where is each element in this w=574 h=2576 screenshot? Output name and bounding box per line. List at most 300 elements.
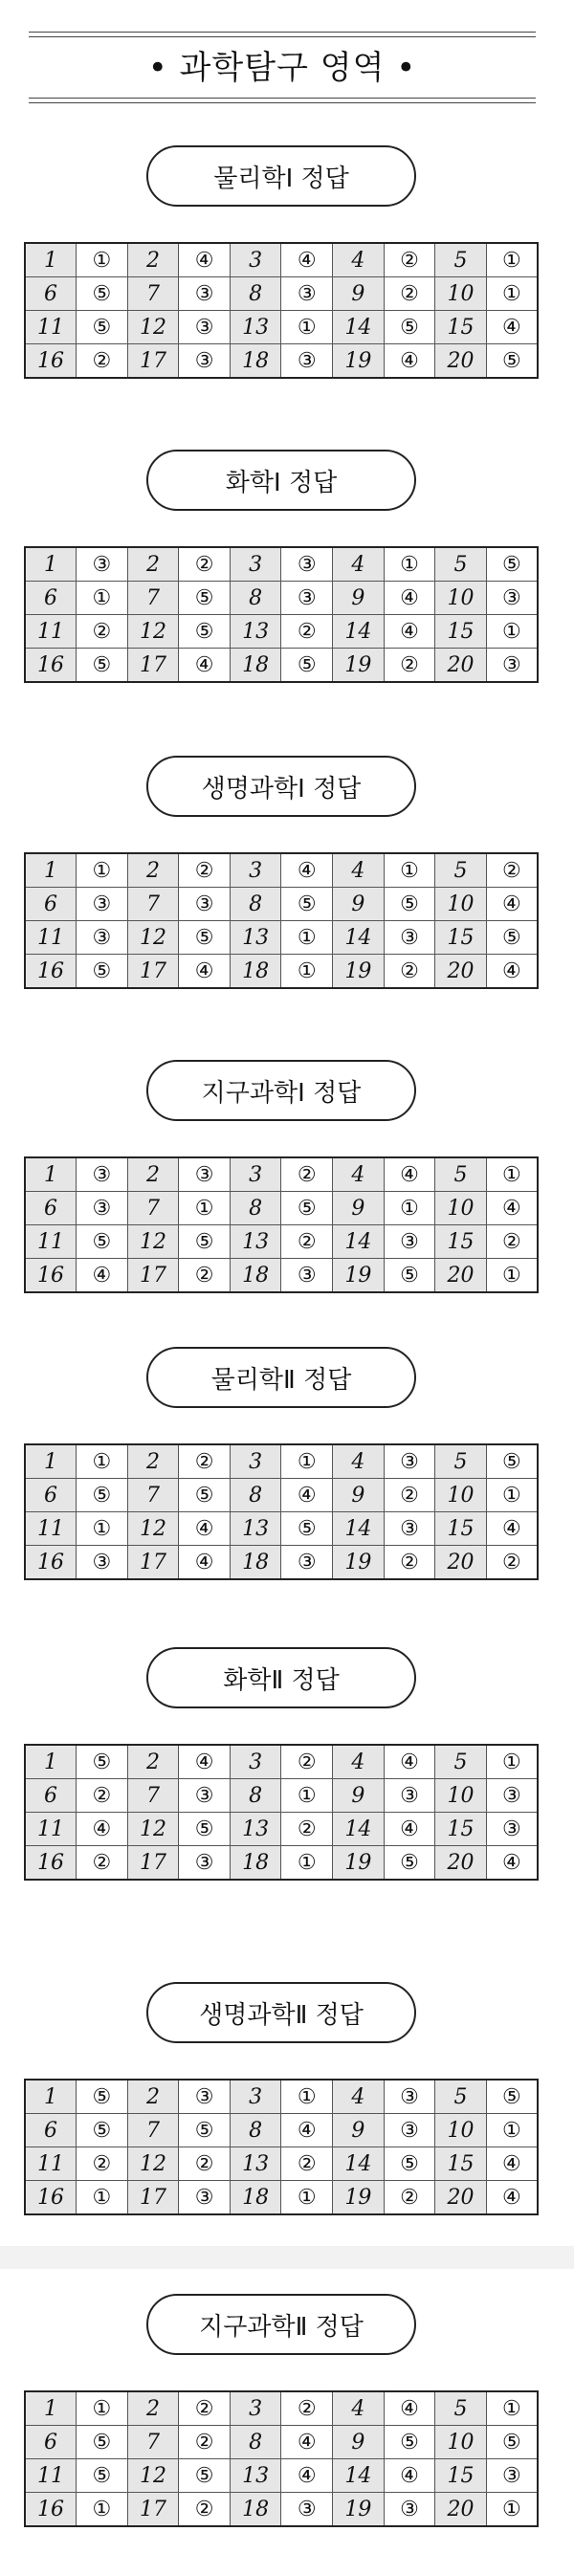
answer-choice: ④: [384, 1813, 435, 1846]
question-number: 14: [333, 311, 385, 344]
question-number: 9: [333, 2114, 385, 2147]
question-number: 12: [127, 1225, 179, 1259]
answer-choice: ⑤: [77, 1745, 128, 1779]
answer-choice: ④: [486, 955, 538, 989]
question-number: 12: [127, 2459, 179, 2493]
answer-table: [24, 2079, 539, 2215]
answer-choice: ②: [384, 649, 435, 683]
question-number: 6: [25, 1192, 77, 1225]
question-number: 5: [435, 1444, 487, 1479]
question-number: 14: [333, 2147, 385, 2181]
answer-choice: ①: [486, 1479, 538, 1512]
question-number: 3: [230, 1745, 281, 1779]
answer-choice: ③: [384, 1512, 435, 1546]
question-number: 9: [333, 1779, 385, 1813]
question-number: 19: [333, 2181, 385, 2215]
question-number: 14: [333, 1225, 385, 1259]
question-number: 18: [230, 2181, 281, 2215]
answer-choice: ①: [486, 2391, 538, 2426]
table-row: [25, 1512, 538, 1546]
answer-choice: ②: [281, 615, 333, 649]
answer-choice: ①: [77, 243, 128, 277]
answer-choice: ②: [179, 547, 231, 582]
question-number: 9: [333, 1192, 385, 1225]
answer-choice: ⑤: [77, 2114, 128, 2147]
question-number: 18: [230, 344, 281, 379]
page-header: [29, 32, 536, 103]
question-number: 5: [435, 853, 487, 888]
answer-choice: ②: [384, 955, 435, 989]
answer-choice: ③: [486, 649, 538, 683]
answer-section: [24, 1347, 539, 1580]
question-number: 2: [127, 243, 179, 277]
answer-choice: ②: [77, 344, 128, 379]
question-number: 13: [230, 1512, 281, 1546]
question-number: 14: [333, 2459, 385, 2493]
question-number: 18: [230, 1846, 281, 1881]
question-number: 1: [25, 2080, 77, 2114]
question-number: 2: [127, 2391, 179, 2426]
answer-choice: ③: [281, 2493, 333, 2527]
question-number: 19: [333, 2493, 385, 2527]
answer-choice: ⑤: [281, 649, 333, 683]
question-number: 7: [127, 2426, 179, 2459]
answer-choice: ④: [179, 1745, 231, 1779]
answer-choice: ①: [77, 2181, 128, 2215]
question-number: 13: [230, 1813, 281, 1846]
answer-choice: ③: [384, 2493, 435, 2527]
answer-choice: ⑤: [179, 582, 231, 615]
answer-choice: ①: [281, 921, 333, 955]
answer-choice: ④: [281, 853, 333, 888]
question-number: 3: [230, 1444, 281, 1479]
answer-choice: ③: [179, 2181, 231, 2215]
answer-choice: ①: [486, 243, 538, 277]
question-number: 8: [230, 1779, 281, 1813]
question-number: 10: [435, 2114, 487, 2147]
question-number: 19: [333, 344, 385, 379]
question-number: 4: [333, 1444, 385, 1479]
question-number: 12: [127, 1512, 179, 1546]
question-number: 10: [435, 2426, 487, 2459]
answer-choice: ②: [179, 2426, 231, 2459]
answer-section: [24, 2294, 539, 2527]
question-number: 9: [333, 2426, 385, 2459]
table-row: [25, 955, 538, 989]
answer-choice: ⑤: [179, 2114, 231, 2147]
answer-choice: ④: [281, 2459, 333, 2493]
answer-choice: ⑤: [384, 2147, 435, 2181]
answer-choice: ②: [281, 1157, 333, 1192]
answer-choice: ③: [77, 1546, 128, 1580]
question-number: 17: [127, 1546, 179, 1580]
answer-choice: ⑤: [384, 311, 435, 344]
question-number: 6: [25, 1479, 77, 1512]
answer-choice: ①: [179, 1192, 231, 1225]
answer-choice: ④: [179, 1512, 231, 1546]
section-divider-band: [0, 2246, 574, 2269]
question-number: 1: [25, 243, 77, 277]
answer-choice: ②: [77, 2147, 128, 2181]
question-number: 6: [25, 582, 77, 615]
answer-choice: ⑤: [77, 311, 128, 344]
answer-choice: ③: [179, 2080, 231, 2114]
table-row: [25, 1846, 538, 1881]
section-title: 지구과학Ⅱ 정답: [146, 2294, 416, 2355]
answer-choice: ②: [384, 2181, 435, 2215]
table-row: [25, 547, 538, 582]
answer-choice: ②: [179, 1259, 231, 1293]
answer-table: [24, 1156, 539, 1293]
answer-choice: ⑤: [281, 1512, 333, 1546]
answer-choice: ④: [384, 2391, 435, 2426]
question-number: 14: [333, 921, 385, 955]
answer-choice: ④: [281, 243, 333, 277]
answer-choice: ⑤: [77, 1225, 128, 1259]
answer-choice: ③: [179, 1846, 231, 1881]
question-number: 7: [127, 1192, 179, 1225]
question-number: 20: [435, 2493, 487, 2527]
question-number: 5: [435, 243, 487, 277]
question-number: 15: [435, 615, 487, 649]
answer-choice: ①: [384, 1192, 435, 1225]
question-number: 10: [435, 1192, 487, 1225]
table-row: [25, 582, 538, 615]
answer-choice: ③: [179, 344, 231, 379]
answer-choice: ①: [77, 2391, 128, 2426]
question-number: 4: [333, 547, 385, 582]
table-row: [25, 2080, 538, 2114]
question-number: 8: [230, 1479, 281, 1512]
question-number: 1: [25, 1745, 77, 1779]
question-number: 2: [127, 2080, 179, 2114]
answer-choice: ④: [179, 955, 231, 989]
question-number: 4: [333, 243, 385, 277]
question-number: 5: [435, 2080, 487, 2114]
question-number: 10: [435, 1479, 487, 1512]
table-row: [25, 2391, 538, 2426]
table-row: [25, 1479, 538, 1512]
answer-choice: ③: [179, 1157, 231, 1192]
answer-choice: ⑤: [179, 1479, 231, 1512]
question-number: 4: [333, 1157, 385, 1192]
question-number: 10: [435, 888, 487, 921]
answer-choice: ②: [77, 1846, 128, 1881]
answer-choice: ④: [486, 2181, 538, 2215]
question-number: 18: [230, 955, 281, 989]
answer-choice: ③: [281, 277, 333, 311]
question-number: 1: [25, 853, 77, 888]
answer-choice: ③: [179, 277, 231, 311]
answer-choice: ⑤: [77, 2426, 128, 2459]
answer-choice: ③: [281, 1259, 333, 1293]
question-number: 5: [435, 1745, 487, 1779]
answer-choice: ⑤: [179, 1813, 231, 1846]
question-number: 12: [127, 921, 179, 955]
question-number: 20: [435, 955, 487, 989]
question-number: 6: [25, 888, 77, 921]
question-number: 8: [230, 2426, 281, 2459]
question-number: 8: [230, 1192, 281, 1225]
question-number: 10: [435, 1779, 487, 1813]
question-number: 20: [435, 649, 487, 683]
answer-choice: ⑤: [77, 277, 128, 311]
question-number: 12: [127, 311, 179, 344]
question-number: 5: [435, 1157, 487, 1192]
answer-choice: ③: [384, 921, 435, 955]
answer-choice: ⑤: [486, 344, 538, 379]
answer-choice: ①: [77, 853, 128, 888]
question-number: 10: [435, 582, 487, 615]
question-number: 20: [435, 344, 487, 379]
answer-choice: ②: [77, 1779, 128, 1813]
question-number: 9: [333, 888, 385, 921]
question-number: 17: [127, 955, 179, 989]
question-number: 1: [25, 2391, 77, 2426]
question-number: 16: [25, 344, 77, 379]
question-number: 20: [435, 1846, 487, 1881]
question-number: 16: [25, 2181, 77, 2215]
question-number: 15: [435, 1225, 487, 1259]
answer-choice: ④: [486, 1846, 538, 1881]
answer-section: [24, 1982, 539, 2215]
question-number: 16: [25, 1546, 77, 1580]
answer-choice: ③: [384, 2080, 435, 2114]
question-number: 6: [25, 2426, 77, 2459]
question-number: 1: [25, 547, 77, 582]
table-row: [25, 649, 538, 683]
header-bottom-rule: [29, 102, 536, 103]
question-number: 17: [127, 1846, 179, 1881]
question-number: 3: [230, 1157, 281, 1192]
answer-choice: ③: [384, 1225, 435, 1259]
question-number: 13: [230, 615, 281, 649]
answer-section: [24, 756, 539, 989]
question-number: 13: [230, 311, 281, 344]
section-title: 생명과학Ⅰ 정답: [146, 756, 416, 817]
answer-section: [24, 145, 539, 379]
question-number: 2: [127, 1745, 179, 1779]
answer-choice: ②: [384, 277, 435, 311]
answer-choice: ③: [281, 1546, 333, 1580]
answer-choice: ④: [486, 2147, 538, 2181]
answer-choice: ①: [281, 2080, 333, 2114]
answer-choice: ⑤: [281, 888, 333, 921]
table-row: [25, 2459, 538, 2493]
question-number: 11: [25, 311, 77, 344]
question-number: 13: [230, 2459, 281, 2493]
answer-choice: ①: [77, 1444, 128, 1479]
answer-choice: ②: [179, 2493, 231, 2527]
question-number: 14: [333, 1512, 385, 1546]
question-number: 19: [333, 1259, 385, 1293]
section-title: 생명과학Ⅱ 정답: [146, 1982, 416, 2043]
table-row: [25, 888, 538, 921]
question-number: 8: [230, 888, 281, 921]
table-row: [25, 243, 538, 277]
question-number: 14: [333, 1813, 385, 1846]
table-row: [25, 1157, 538, 1192]
table-row: [25, 1192, 538, 1225]
question-number: 7: [127, 1779, 179, 1813]
question-number: 2: [127, 853, 179, 888]
answer-choice: ③: [77, 1157, 128, 1192]
answer-choice: ②: [281, 2391, 333, 2426]
question-number: 4: [333, 2391, 385, 2426]
answer-choice: ④: [179, 1546, 231, 1580]
answer-choice: ①: [384, 853, 435, 888]
question-number: 15: [435, 2459, 487, 2493]
question-number: 11: [25, 2459, 77, 2493]
answer-choice: ④: [179, 649, 231, 683]
question-number: 12: [127, 615, 179, 649]
answer-choice: ③: [486, 1779, 538, 1813]
answer-choice: ①: [486, 2114, 538, 2147]
answer-choice: ⑤: [77, 2080, 128, 2114]
answer-choice: ③: [77, 888, 128, 921]
answer-choice: ②: [384, 1546, 435, 1580]
answer-choice: ⑤: [77, 955, 128, 989]
question-number: 20: [435, 1259, 487, 1293]
question-number: 11: [25, 1225, 77, 1259]
question-number: 7: [127, 2114, 179, 2147]
answer-choice: ③: [384, 1444, 435, 1479]
answer-choice: ②: [179, 1444, 231, 1479]
table-row: [25, 1779, 538, 1813]
question-number: 15: [435, 1813, 487, 1846]
answer-choice: ③: [77, 1192, 128, 1225]
answer-choice: ⑤: [486, 2426, 538, 2459]
question-number: 11: [25, 1813, 77, 1846]
answer-choice: ③: [281, 547, 333, 582]
answer-choice: ③: [77, 921, 128, 955]
answer-choice: ①: [281, 1846, 333, 1881]
answer-choice: ④: [384, 1745, 435, 1779]
question-number: 3: [230, 2391, 281, 2426]
answer-choice: ②: [384, 243, 435, 277]
answer-choice: ②: [179, 2147, 231, 2181]
question-number: 14: [333, 615, 385, 649]
question-number: 19: [333, 649, 385, 683]
answer-choice: ⑤: [486, 2080, 538, 2114]
page-title: • 과학탐구 영역 •: [147, 49, 417, 87]
question-number: 8: [230, 582, 281, 615]
answer-choice: ⑤: [486, 547, 538, 582]
answer-choice: ③: [281, 344, 333, 379]
answer-choice: ⑤: [384, 1846, 435, 1881]
question-number: 12: [127, 1813, 179, 1846]
question-number: 15: [435, 1512, 487, 1546]
answer-choice: ①: [281, 311, 333, 344]
answer-choice: ②: [281, 1813, 333, 1846]
answer-choice: ④: [384, 582, 435, 615]
question-number: 13: [230, 2147, 281, 2181]
answer-choice: ⑤: [384, 2426, 435, 2459]
table-row: [25, 2114, 538, 2147]
answer-table: [24, 1443, 539, 1580]
answer-choice: ④: [281, 1479, 333, 1512]
answer-choice: ③: [179, 1779, 231, 1813]
table-row: [25, 2426, 538, 2459]
question-number: 16: [25, 1259, 77, 1293]
answer-table: [24, 242, 539, 379]
question-number: 16: [25, 649, 77, 683]
question-number: 3: [230, 853, 281, 888]
question-number: 17: [127, 2493, 179, 2527]
question-number: 11: [25, 615, 77, 649]
table-row: [25, 615, 538, 649]
question-number: 4: [333, 2080, 385, 2114]
table-row: [25, 1259, 538, 1293]
table-row: [25, 1813, 538, 1846]
table-row: [25, 1225, 538, 1259]
answer-choice: ②: [179, 2391, 231, 2426]
question-number: 3: [230, 243, 281, 277]
answer-choice: ⑤: [486, 1444, 538, 1479]
question-number: 2: [127, 1157, 179, 1192]
answer-choice: ①: [281, 2181, 333, 2215]
question-number: 19: [333, 1546, 385, 1580]
question-number: 3: [230, 547, 281, 582]
question-number: 9: [333, 277, 385, 311]
question-number: 20: [435, 1546, 487, 1580]
question-number: 8: [230, 277, 281, 311]
question-number: 17: [127, 344, 179, 379]
answer-choice: ③: [384, 2114, 435, 2147]
table-row: [25, 853, 538, 888]
answer-choice: ①: [281, 1444, 333, 1479]
question-number: 1: [25, 1444, 77, 1479]
answer-choice: ②: [486, 853, 538, 888]
question-number: 16: [25, 955, 77, 989]
question-number: 7: [127, 582, 179, 615]
answer-choice: ③: [486, 1813, 538, 1846]
answer-choice: ④: [486, 311, 538, 344]
answer-choice: ②: [281, 1225, 333, 1259]
table-row: [25, 277, 538, 311]
answer-choice: ①: [384, 547, 435, 582]
answer-choice: ④: [384, 615, 435, 649]
answer-choice: ⑤: [179, 921, 231, 955]
table-row: [25, 1546, 538, 1580]
question-number: 19: [333, 1846, 385, 1881]
answer-choice: ①: [486, 277, 538, 311]
header-bottom-rule-inner: [29, 98, 536, 99]
question-number: 6: [25, 277, 77, 311]
answer-choice: ②: [179, 853, 231, 888]
answer-choice: ③: [486, 582, 538, 615]
answer-choice: ⑤: [77, 2459, 128, 2493]
question-number: 6: [25, 2114, 77, 2147]
question-number: 11: [25, 1512, 77, 1546]
answer-choice: ③: [486, 2459, 538, 2493]
question-number: 12: [127, 2147, 179, 2181]
answer-choice: ①: [486, 615, 538, 649]
question-number: 19: [333, 955, 385, 989]
question-number: 9: [333, 582, 385, 615]
answer-choice: ④: [384, 344, 435, 379]
answer-choice: ①: [281, 1779, 333, 1813]
question-number: 1: [25, 1157, 77, 1192]
answer-choice: ④: [179, 243, 231, 277]
question-number: 16: [25, 1846, 77, 1881]
question-number: 18: [230, 2493, 281, 2527]
answer-choice: ④: [384, 2459, 435, 2493]
table-row: [25, 921, 538, 955]
answer-choice: ②: [486, 1546, 538, 1580]
answer-section: [24, 1060, 539, 1293]
question-number: 10: [435, 277, 487, 311]
